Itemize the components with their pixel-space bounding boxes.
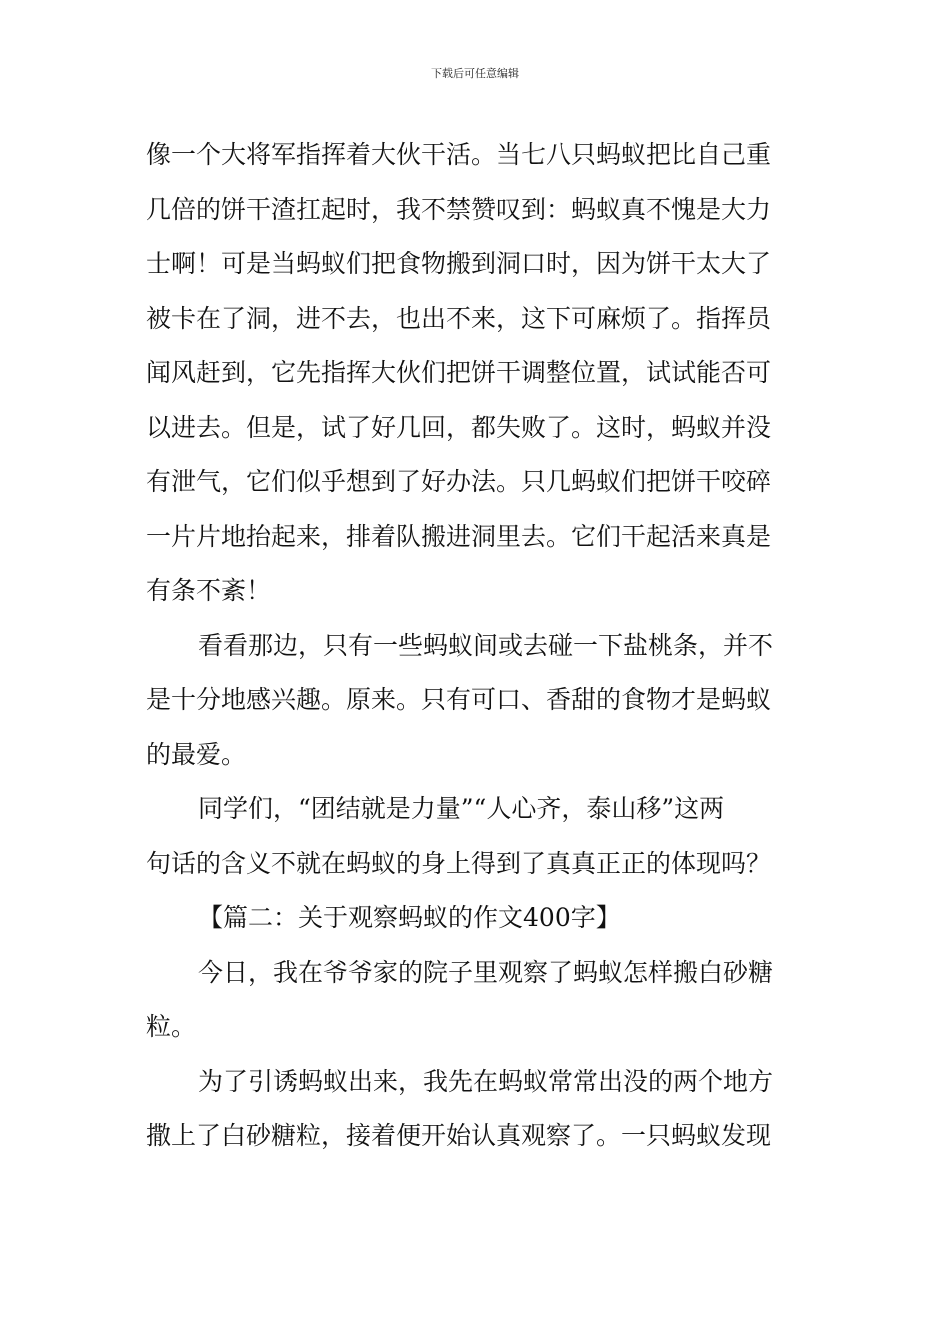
page-header: 下载后可任意编辑: [431, 67, 519, 80]
text-line: 有泄气，它们似乎想到了好办法。只几蚂蚁们把饼干咬碎: [146, 467, 772, 496]
text-line: 看看那边，只有一些蚂蚁间或去碰一下盐桃条，并不: [198, 630, 774, 660]
text-line: 是十分地感兴趣。原来。只有可口、香甜的食物才是蚂蚁: [146, 685, 772, 714]
section-heading: 【篇二：关于观察蚂蚁的作文400字】: [198, 903, 621, 932]
text-line: 的最爱。: [146, 739, 247, 769]
text-line: 闻风赶到，它先指挥大伙们把饼干调整位置，试试能否可: [146, 358, 772, 387]
text-line: 为了引诱蚂蚁出来，我先在蚂蚁常常出没的两个地方: [198, 1066, 774, 1096]
text-line: 以进去。但是，试了好几回，都失败了。这时，蚂蚁并没: [146, 412, 772, 442]
text-line: 像一个大将军指挥着大伙干活。当七八只蚂蚁把比自己重: [146, 140, 772, 169]
text-line: 被卡在了洞，进不去，也出不来，这下可麻烦了。指挥员: [146, 303, 772, 333]
text-line: 一片片地抬起来，排着队搬进洞里去。它们干起活来真是: [146, 521, 772, 551]
text-line: 句话的含义不就在蚂蚁的身上得到了真真正正的体现吗？: [146, 848, 772, 878]
text-line: 粒。: [146, 1012, 197, 1041]
text-line: 有条不紊！: [146, 576, 272, 605]
text-line: 撒上了白砂糖粒，接着便开始认真观察了。一只蚂蚁发现: [146, 1121, 772, 1150]
text-line: 同学们，“团结就是力量”“人心齐，泰山移”这两: [198, 794, 725, 823]
text-line: 今日，我在爷爷家的院子里观察了蚂蚁怎样搬白砂糖: [198, 957, 774, 987]
text-line: 几倍的饼干渣扛起时，我不禁赞叹到：蚂蚁真不愧是大力: [146, 194, 772, 224]
document-body: [146, 128, 810, 1164]
text-line: 士啊！可是当蚂蚁们把食物搬到洞口时，因为饼干太大了: [146, 249, 772, 278]
